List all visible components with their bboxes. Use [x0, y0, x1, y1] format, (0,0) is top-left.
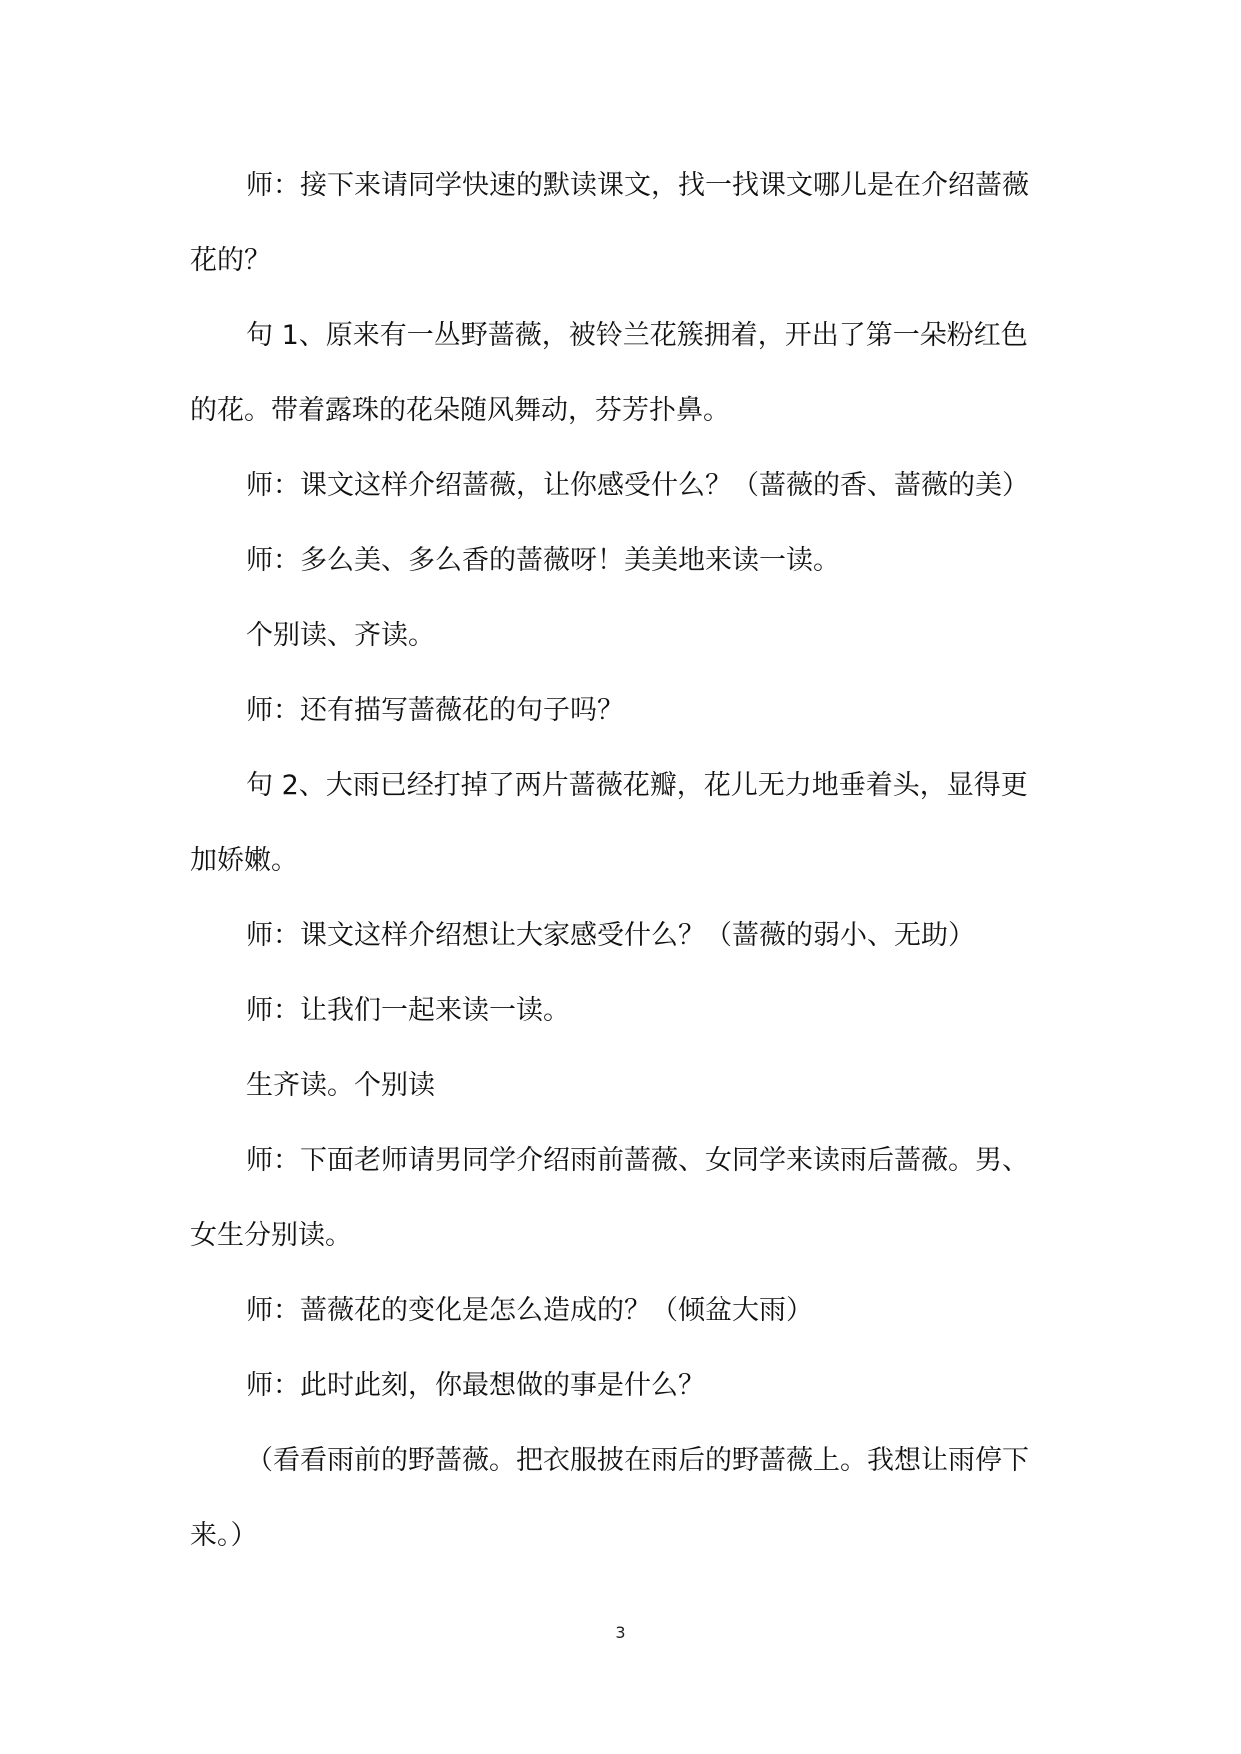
paragraph-5: 个别读、齐读。 [246, 620, 435, 651]
paragraph-6: 师：还有描写蔷薇花的句子吗？ [246, 695, 624, 726]
paragraph-4: 师：多么美、多么香的蔷薇呀！美美地来读一读。 [246, 545, 840, 576]
paragraph-13: 师：此时此刻，你最想做的事是什么？ [246, 1370, 705, 1401]
page-number: 3 [615, 1623, 626, 1642]
paragraph-10: 生齐读。个别读 [246, 1070, 435, 1101]
paragraph-9: 师：让我们一起来读一读。 [246, 995, 570, 1026]
paragraph-2: 句 1、原来有一丛野蔷薇，被铃兰花簇拥着，开出了第一朵粉红色的花。带着露珠的花朵随风舞动，芬芳扑鼻。 [190, 320, 1028, 426]
document-body [190, 148, 1052, 1573]
paragraph-3: 师：课文这样介绍蔷薇，让你感受什么？（蔷薇的香、蔷薇的美） [246, 470, 1029, 501]
paragraph-1: 师：接下来请同学快速的默读课文，找一找课文哪儿是在介绍蔷薇花的？ [190, 170, 1029, 276]
paragraph-11: 师：下面老师请男同学介绍雨前蔷薇、女同学来读雨后蔷薇。男、女生分别读。 [190, 1145, 1029, 1251]
paragraph-7: 句 2、大雨已经打掉了两片蔷薇花瓣，花儿无力地垂着头，显得更加娇嫩。 [190, 770, 1028, 876]
paragraph-8: 师：课文这样介绍想让大家感受什么？（蔷薇的弱小、无助） [246, 920, 975, 951]
paragraph-14: （看看雨前的野蔷薇。把衣服披在雨后的野蔷薇上。我想让雨停下来。） [190, 1445, 1029, 1551]
paragraph-12: 师：蔷薇花的变化是怎么造成的？（倾盆大雨） [246, 1295, 813, 1326]
